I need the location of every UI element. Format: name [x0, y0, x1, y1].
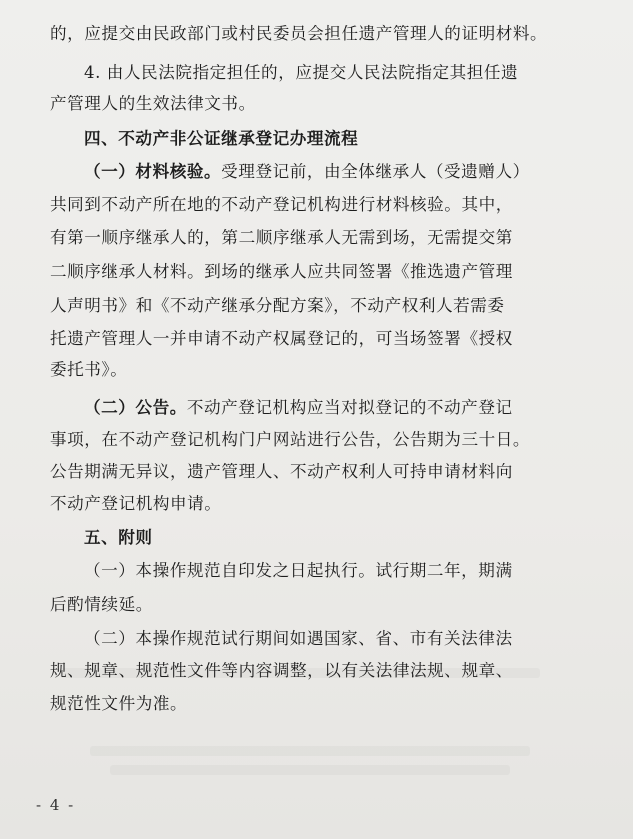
text-segment: 4. 由人民法院指定担任的，应提交人民法院指定其担任遗 [84, 63, 519, 82]
text-line [84, 396, 513, 419]
text-line [50, 429, 530, 451]
text-line [84, 628, 513, 650]
text-line [50, 594, 153, 616]
text-segment: 人声明书》和《不动产继承分配方案》，不动产权利人若需委 [50, 296, 505, 315]
text-segment: 的，应提交由民政部门或村民委员会担任遗产管理人的证明材料。 [50, 24, 548, 43]
text-line [50, 23, 547, 45]
text-line [50, 461, 513, 483]
text-segment: 后酌情续延。 [50, 595, 153, 614]
text-segment: 产管理人的生效法律文书。 [50, 94, 256, 113]
text-segment: 不动产登记机构应当对拟登记的不动产登记 [186, 398, 513, 417]
text-segment: （二）本操作规范试行期间如遇国家、省、市有关法律法 [84, 629, 513, 648]
text-segment: （一）本操作规范自印发之日起执行。试行期二年，期满 [84, 561, 513, 580]
text-line [84, 160, 530, 183]
text-segment: 四、不动产非公证继承登记办理流程 [84, 128, 359, 148]
text-segment: 不动产登记机构申请。 [50, 494, 222, 513]
text-line [50, 261, 513, 283]
section-heading [84, 127, 358, 149]
text-line [50, 493, 221, 515]
text-line [50, 660, 513, 682]
text-line [84, 560, 513, 582]
text-segment: 事项，在不动产登记机构门户网站进行公告，公告期为三十日。 [50, 430, 531, 449]
text-line [50, 693, 187, 715]
text-line [50, 93, 256, 115]
subheading-label: （一）材料核验。 [84, 161, 222, 181]
page-number: - 4 - [36, 796, 76, 814]
text-line [50, 227, 513, 249]
bleed-through-mark [90, 746, 530, 756]
text-segment: 托遗产管理人一并申请不动产权属登记的，可当场签署《授权 [50, 329, 513, 348]
text-segment: 公告期满无异议，遗产管理人、不动产权利人可持申请材料向 [50, 462, 513, 481]
text-segment: 五、附则 [84, 527, 153, 547]
text-segment: 受理登记前，由全体继承人（受遗赠人） [221, 162, 530, 181]
text-segment: 有第一顺序继承人的，第二顺序继承人无需到场，无需提交第 [50, 228, 513, 247]
text-segment: 规、规章、规范性文件等内容调整，以有关法律法规、规章、 [50, 661, 513, 680]
text-line [50, 328, 513, 350]
text-segment: 二顺序继承人材料。到场的继承人应共同签署《推选遗产管理 [50, 262, 513, 281]
subheading-label: （二）公告。 [84, 397, 187, 417]
text-segment: 规范性文件为准。 [50, 694, 188, 713]
text-line [84, 62, 518, 84]
text-line [50, 359, 127, 381]
text-segment: 共同到不动产所在地的不动产登记机构进行材料核验。其中， [50, 195, 513, 214]
text-segment: 委托书》。 [50, 360, 128, 379]
text-line [50, 194, 513, 216]
bleed-through-mark [110, 765, 510, 775]
text-line [50, 295, 505, 317]
section-heading [84, 526, 153, 548]
